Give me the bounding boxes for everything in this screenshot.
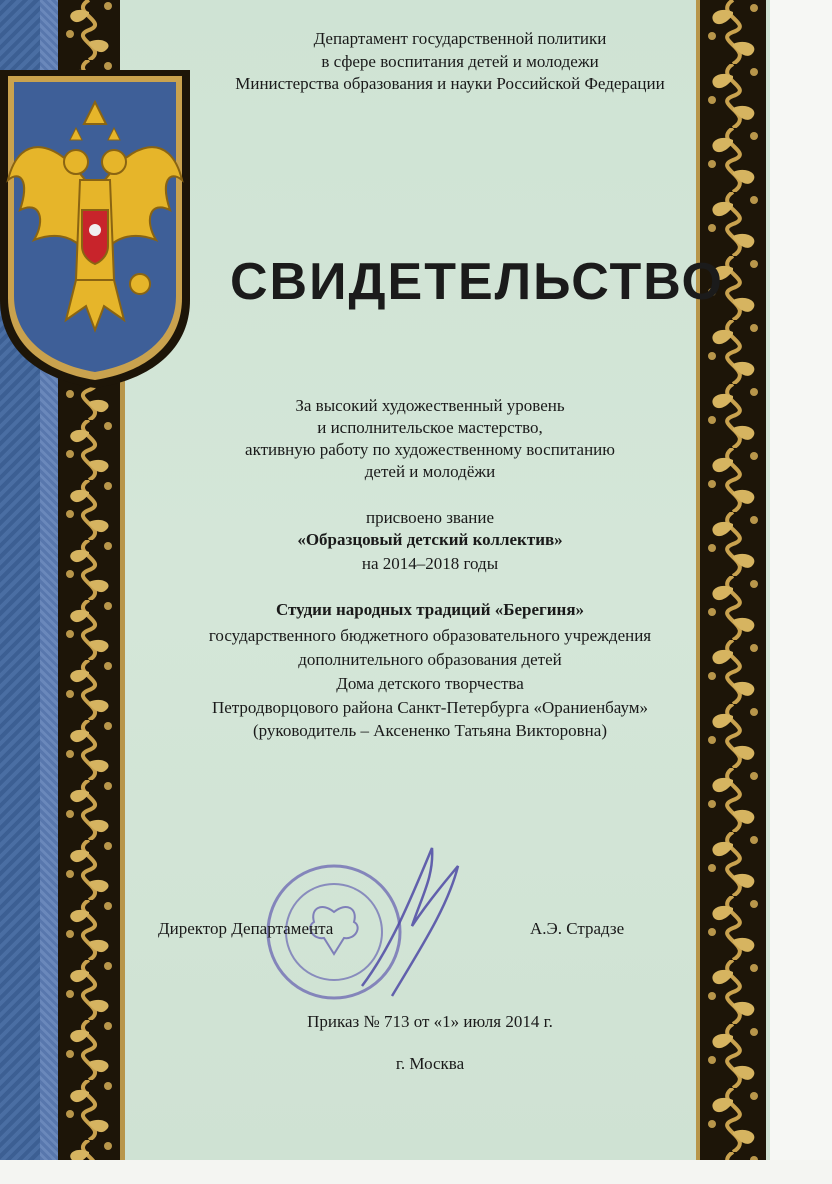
reason-line-2: и исполнительское мастерство, (317, 418, 543, 437)
reason-line-3: активную работу по художественному воспитанию (245, 440, 615, 459)
recipient-line-3: дополнительного образования детей (298, 650, 562, 669)
award-line-1: присвоено звание (365, 508, 495, 527)
reason-line-1: За высокий художественный уровень (295, 396, 565, 415)
recipient-line-6: (руководитель – Аксененко Татьяна Викторовна) (253, 721, 607, 740)
recipient-line-4: Дома детского творчества (336, 674, 524, 693)
award-title: «Образцовый детский коллектив» (297, 530, 563, 549)
award-period: на 2014–2018 годы (361, 554, 499, 573)
scan-margin-bottom (0, 1160, 832, 1184)
header-line-3: Министерства образования и науки Российской Федерации (235, 74, 665, 93)
header-line-1: Департамент государственной политики (313, 29, 607, 48)
order-reference: Приказ № 713 от «1» июля 2014 г. (307, 1012, 553, 1031)
signer-name: А.Э. Страдзе (530, 919, 625, 938)
document-title: СВИДЕТЕЛЬСТВО (230, 253, 724, 311)
recipient-line-5: Петродворцового района Санкт-Петербурга «Ораниенбаум» (211, 698, 649, 717)
recipient-name: Студии народных традиций «Берегиня» (275, 600, 585, 619)
reason-line-4: детей и молодёжи (364, 462, 496, 481)
header-line-2: в сфере воспитания детей и молодежи (321, 52, 599, 71)
signer-position: Директор Департамента (158, 919, 334, 938)
recipient-line-2: государственного бюджетного образовательного учреждения (208, 626, 652, 645)
issue-city: г. Москва (395, 1054, 465, 1073)
scan-margin-right (770, 0, 832, 1184)
